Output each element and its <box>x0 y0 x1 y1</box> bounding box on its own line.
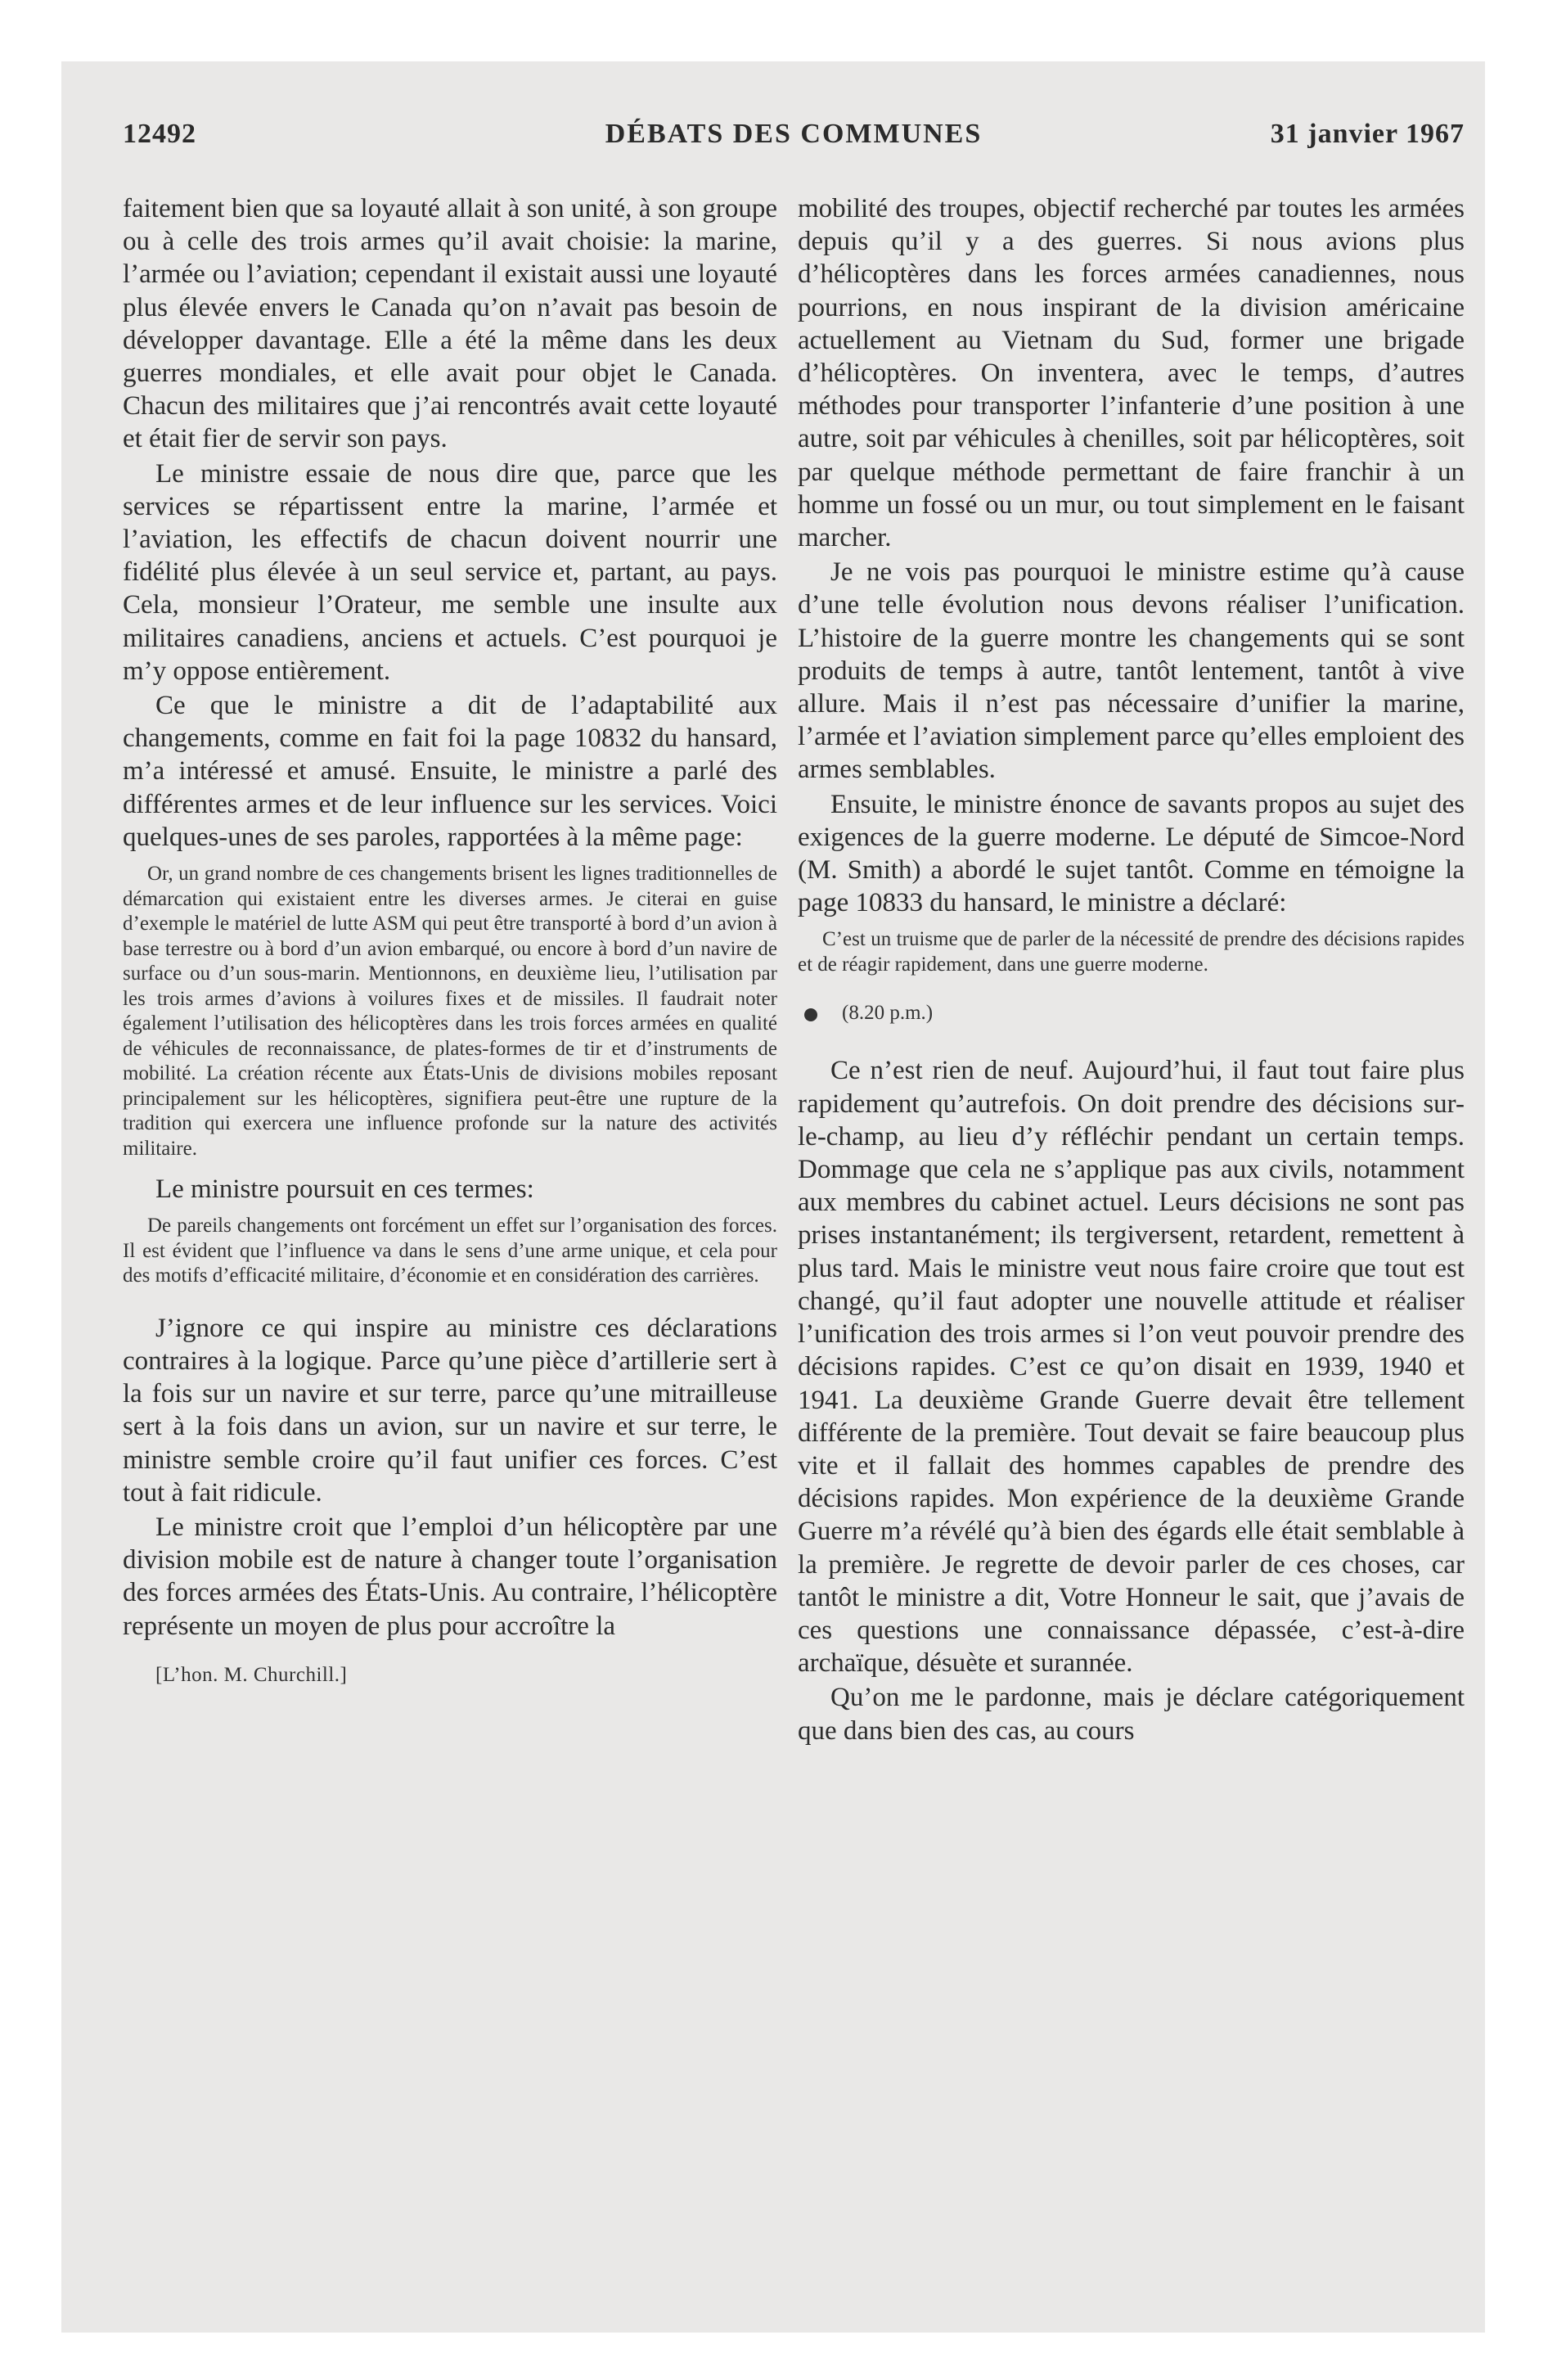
time-marker <box>798 1002 1465 1025</box>
paragraph: mobilité des troupes, objectif recherché par toutes les armées depuis qu’il y a des guerres. Si nous avions plus d’hélicoptères dans les forces armées canadiennes, nous pourrions, en nous inspirant de la division américaine actuellement au Vietnam du Sud, former une brigade d’hélicoptères. On inventera, avec le temps, d’autres méthodes pour transporter l’infanterie d’une position à une autre, soit par véhicules à chenilles, soit par hélicoptères, soit par quelque méthode permettant de faire franchir à un homme un fossé ou un mur, ou tout simplement en le faisant marcher. <box>798 194 1465 553</box>
paragraph: Je ne vois pas pourquoi le ministre estime qu’à cause d’une telle évolution nous devons réaliser l’unification. L’histoire de la guerre montre les changements qui se sont produits de temps à autre, tantôt lentement, tantôt à vive allure. Mais il n’est pas nécessaire d’unifier la marine, l’armée et l’aviation simplement parce qu’elles emploient des armes semblables. <box>798 557 1465 785</box>
paragraph: Le ministre croit que l’emploi d’un hélicoptère par une division mobile est de nature à changer toute l’organisation des forces armées des États-Unis. Au contraire, l’hélicoptère représente un moyen de plus pour accroître la <box>123 1512 777 1641</box>
publication-title: DÉBATS DES COMMUNES <box>605 119 983 149</box>
page-date: 31 janvier 1967 <box>1270 119 1465 149</box>
page-number: 12492 <box>123 119 196 149</box>
speaker-attribution: [L’hon. M. Churchill.] <box>155 1663 348 1686</box>
spacer <box>123 1300 777 1312</box>
block-quote: Or, un grand nombre de ces changements brisent les lignes traditionnelles de démarcation qui existaient entre les diverses armes. Je citerai en guise d’exemple le matériel de lutte ASM qui peut être transporté à bord d’un avion à base terrestre ou à bord d’un avion embarqué, ou encore à bord d’un navire de surface ou d’un sous-marin. Mentionnons, en deuxième lieu, l’utilisation par les trois armes d’avions à voilures fixes et de missiles. Il faudrait noter également l’utilisation des hélicoptères dans les trois forces armées en qualité de véhicules de reconnaissance, de plates-formes de tir et d’instruments de mobilité. La création récente aux États-Unis de divisions mobiles reposant principalement sur les hélicoptères, signifiera peut-être une rupture de la tradition qui exercera une influence profonde sur la nature des activités militaire. <box>123 863 777 1160</box>
time-stamp: (8.20 p.m.) <box>842 1002 934 1025</box>
paragraph: Ce que le ministre a dit de l’adaptabilité aux changements, comme en fait foi la page 10832 du hansard, m’a intéressé et amusé. Ensuite, le ministre a parlé des différentes armes et de leur influence sur les services. Voici quelques-unes de ses paroles, rapportées à la même page: <box>123 691 777 852</box>
right-column <box>798 192 1465 2283</box>
paragraph: Le ministre poursuit en ces termes: <box>155 1174 534 1205</box>
bullet-icon <box>804 1008 817 1021</box>
page-header <box>123 119 1465 168</box>
paragraph: Le ministre essaie de nous dire que, parce que les services se répartissent entre la marine, l’armée et l’aviation, les effectifs de chacun doivent nourrir une fidélité plus élevée à un seul service et, partant, au pays. Cela, monsieur l’Orateur, me semble une insulte aux militaires canadiens, anciens et actuels. C’est pourquoi je m’y oppose entièrement. <box>123 458 777 686</box>
paragraph: Qu’on me le pardonne, mais je déclare catégoriquement que dans bien des cas, au cours <box>798 1683 1465 1746</box>
paragraph: faitement bien que sa loyauté allait à son unité, à son groupe ou à celle des trois armes qu’il avait choisie: la marine, l’armée ou l’aviation; cependant il existait aussi une loyauté plus élevée envers le Canada qu’on n’avait pas besoin de développer davantage. Elle a été la même dans les deux guerres mondiales, et elle avait pour objet le Canada. Chacun des militaires que j’ai rencontrés avait cette loyauté et était fier de servir son pays. <box>123 194 777 454</box>
block-quote: De pareils changements ont forcément un effet sur l’organisation des forces. Il est évident que l’influence va dans le sens d’une arme unique, et cela pour des motifs d’efficacité militaire, d’économie et en considération des carrières. <box>123 1215 777 1287</box>
block-quote: C’est un truisme que de parler de la nécessité de prendre des décisions rapides et de réagir rapidement, dans une guerre moderne. <box>798 928 1465 976</box>
paragraph: J’ignore ce qui inspire au ministre ces déclarations contraires à la logique. Parce qu’une pièce d’artillerie sert à la fois sur un navire et sur terre, parce qu’une mitrailleuse sert à la fois dans un avion, sur un navire et sur terre, le ministre semble croire qu’il faut unifier ces forces. C’est tout à fait ridicule. <box>123 1313 777 1508</box>
left-column <box>123 192 777 2283</box>
scanned-page <box>61 61 1485 2333</box>
paragraph: Ensuite, le ministre énonce de savants propos au sujet des exigences de la guerre moderne. Le député de Simcoe-Nord (M. Smith) a abordé le sujet tantôt. Comme en témoigne la page 10833 du hansard, le ministre a déclaré: <box>798 789 1465 918</box>
paragraph: Ce n’est rien de neuf. Aujourd’hui, il faut tout faire plus rapidement qu’autrefois. On doit prendre des décisions sur-le-champ, au lieu d’y réfléchir pendant un certain temps. Dommage que cela ne s’applique pas aux civils, notamment aux membres du cabinet actuel. Leurs décisions ne sont pas prises instantanément; ils tergiversent, retardent, remettent à plus tard. Mais le ministre veut nous faire croire que tout est changé, qu’il faut adopter une nouvelle attitude et réaliser l’unification des trois armes si l’on veut pouvoir prendre des décisions rapides. C’est ce qu’on disait en 1939, 1940 et 1941. La deuxième Grande Guerre devait être tellement différente de la première. Tout devait se faire beaucoup plus vite et il fallait des hommes capables de prendre des décisions rapides. Mon expérience de la deuxième Grande Guerre m’a révélé qu’à bien des égards elle était semblable à la première. Je regrette de devoir parler de ces choses, car tantôt le ministre a dit, Votre Honneur le sait, que j’avais de ces questions une connaissance dépassée, c’est-à-dire archaïque, désuète et surannée. <box>798 1056 1465 1679</box>
